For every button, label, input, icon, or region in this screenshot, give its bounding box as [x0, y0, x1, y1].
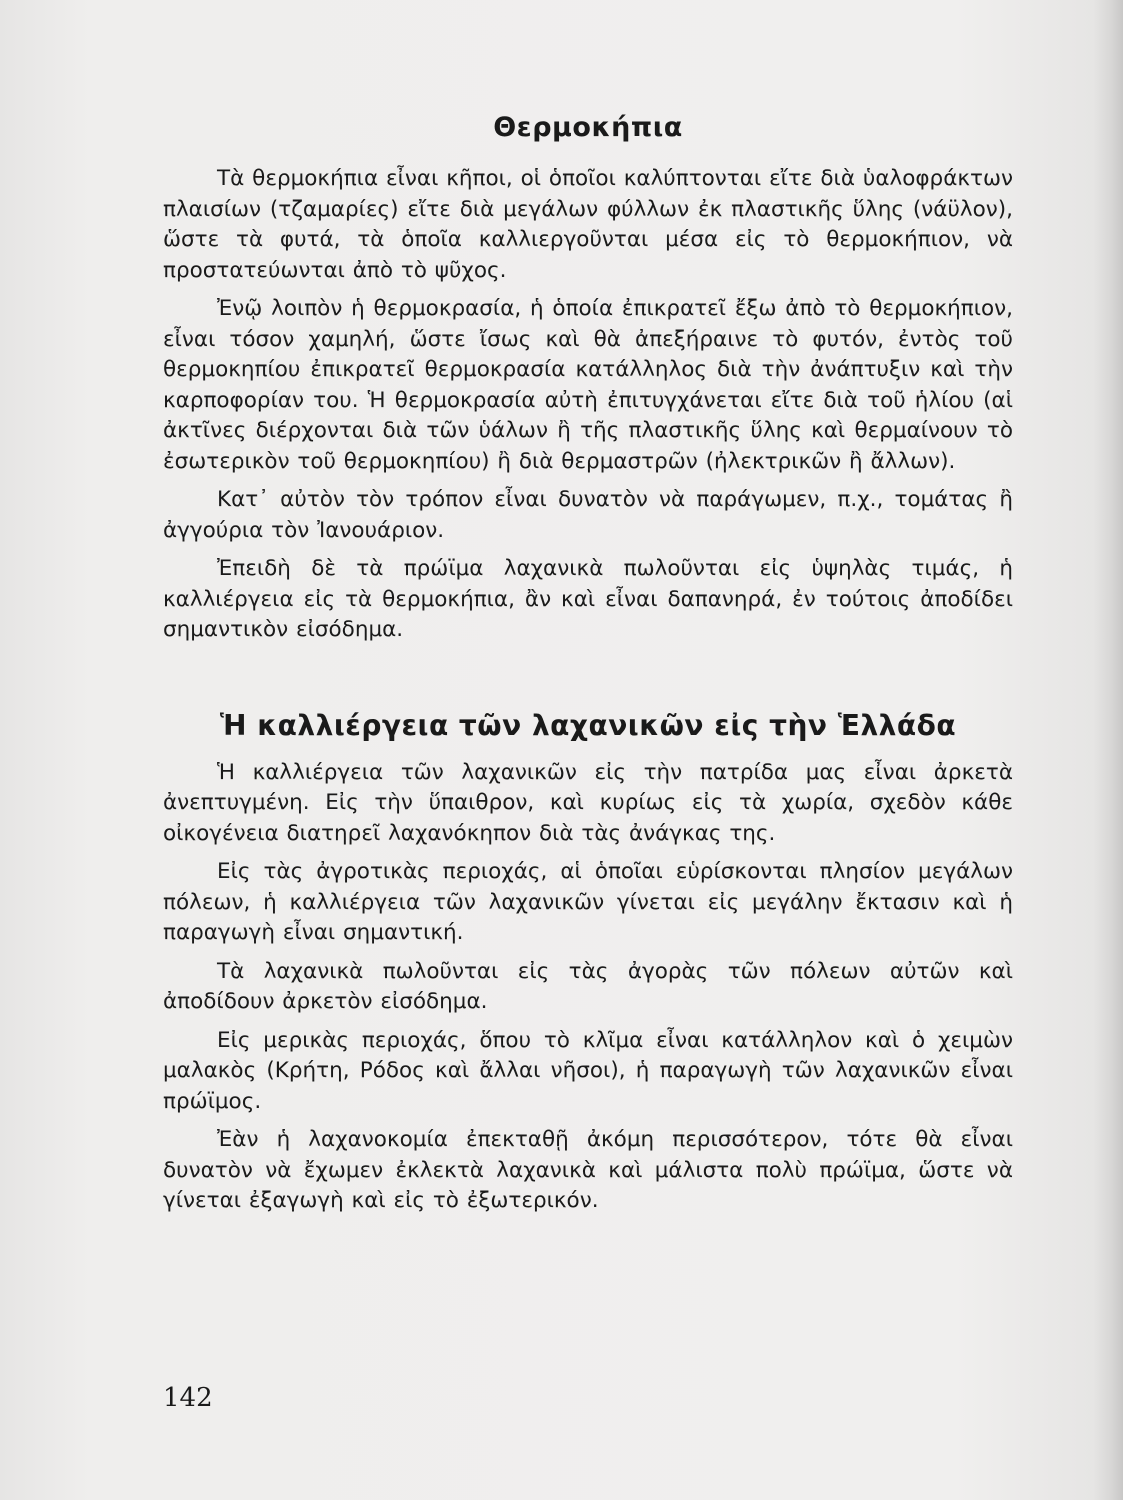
paragraph: Εἰς μερικὰς περιοχάς, ὅπου τὸ κλῖμα εἶναι κατάλληλον καὶ ὁ χειμὼν μαλακὸς (Κρήτη, Ρόδος καὶ ἄλλαι νῆσοι), ἡ παραγωγὴ τῶν λαχανικῶν εἶναι πρώϊμος.: [163, 1027, 1013, 1114]
paragraph: Ἐπειδὴ δὲ τὰ πρώϊμα λαχανικὰ πωλοῦνται εἰς ὑψηλὰς τιμάς, ἡ καλλιέργεια εἰς τὰ θερμοκήπια, ἂν καὶ εἶναι δαπανηρά, ἐν τούτοις ἀποδίδει σημαντικὸν εἰσόδημα.: [163, 556, 1013, 642]
paragraph: Ἐνῷ λοιπὸν ἡ θερμοκρασία, ἡ ὁποία ἐπικρατεῖ ἔξω ἀπὸ τὸ θερμοκήπιον, εἶναι τόσον χαμηλή, ὥστε ἴσως καὶ θὰ ἀπεξήραινε τὸ φυτόν, ἐντὸς τοῦ θερμοκηπίου ἐπικρατεῖ θερμοκρασία κατάλληλος διὰ τὴν ἀνάπτυξιν καὶ τὴν καρποφορίαν του. Ἡ θερμοκρασία αὐτὴ ἐπιτυγχάνεται εἴτε διὰ τοῦ ἡλίου (αἱ ἀκτῖνες διέρχονται διὰ τῶν ὑάλων ἢ τῆς πλαστικῆς ὕλης καὶ θερμαίνουν τὸ ἐσωτερικὸν τοῦ θερμοκηπίου) ἢ διὰ θερμαστρῶν (ἠλεκτρικῶν ἢ ἄλλων).: [163, 296, 1013, 474]
page-number: 142: [163, 1383, 213, 1413]
paragraph: Εἰς τὰς ἀγροτικὰς περιοχάς, αἱ ὁποῖαι εὑρίσκονται πλησίον μεγάλων πόλεων, ἡ καλλιέργεια τῶν λαχανικῶν γίνεται εἰς μεγάλην ἔκτασιν καὶ ἡ παραγωγὴ εἶναι σημαντική.: [163, 859, 1013, 945]
page-edge-shadow: [1093, 0, 1123, 1500]
paragraph: Κατ᾽ αὐτὸν τὸν τρόπον εἶναι δυνατὸν νὰ παράγωμεν, π.χ., τομάτας ἢ ἀγγούρια τὸν Ἰανουάριον.: [163, 487, 1013, 543]
paragraph: Ἡ καλλιέργεια τῶν λαχανικῶν εἰς τὴν πατρίδα μας εἶναι ἀρκετὰ ἀνεπτυγμένη. Εἰς τὴν ὕπαιθρον, καὶ κυρίως εἰς τὰ χωρία, σχεδὸν κάθε οἰκογένεια διατηρεῖ λαχανόκηπον διὰ τὰς ἀνάγκας της.: [163, 759, 1013, 846]
page-content: [163, 110, 1013, 1225]
section-title-greenhouses: Θερμοκήπια: [493, 112, 683, 143]
paragraph: Τὰ λαχανικὰ πωλοῦνται εἰς τὰς ἀγορὰς τῶν πόλεων αὐτῶν καὶ ἀποδίδουν ἀρκετὸν εἰσόδημα.: [163, 958, 1013, 1014]
paragraph: Τὰ θερμοκήπια εἶναι κῆποι, οἱ ὁποῖοι καλύπτονται εἴτε διὰ ὑαλοφράκτων πλαισίων (τζαμαρίες) εἴτε διὰ μεγάλων φύλλων ἐκ πλαστικῆς ὕλης (νάϋλον), ὥστε τὰ φυτά, τὰ ὁποῖα καλλιεργοῦνται μέσα εἰς τὸ θερμοκήπιον, νὰ προστατεύωνται ἀπὸ τὸ ψῦχος.: [163, 166, 1013, 283]
paragraph: Ἐὰν ἡ λαχανοκομία ἐπεκταθῇ ἀκόμη περισσότερον, τότε θὰ εἶναι δυνατὸν νὰ ἔχωμεν ἐκλεκτὰ λαχανικὰ καὶ μάλιστα πολὺ πρώϊμα, ὥστε νὰ γίνεται ἐξαγωγὴ καὶ εἰς τὸ ἐξωτερικόν.: [163, 1127, 1013, 1213]
section-title-greece: Ἡ καλλιέργεια τῶν λαχανικῶν εἰς τὴν Ἑλλάδα: [219, 708, 957, 742]
